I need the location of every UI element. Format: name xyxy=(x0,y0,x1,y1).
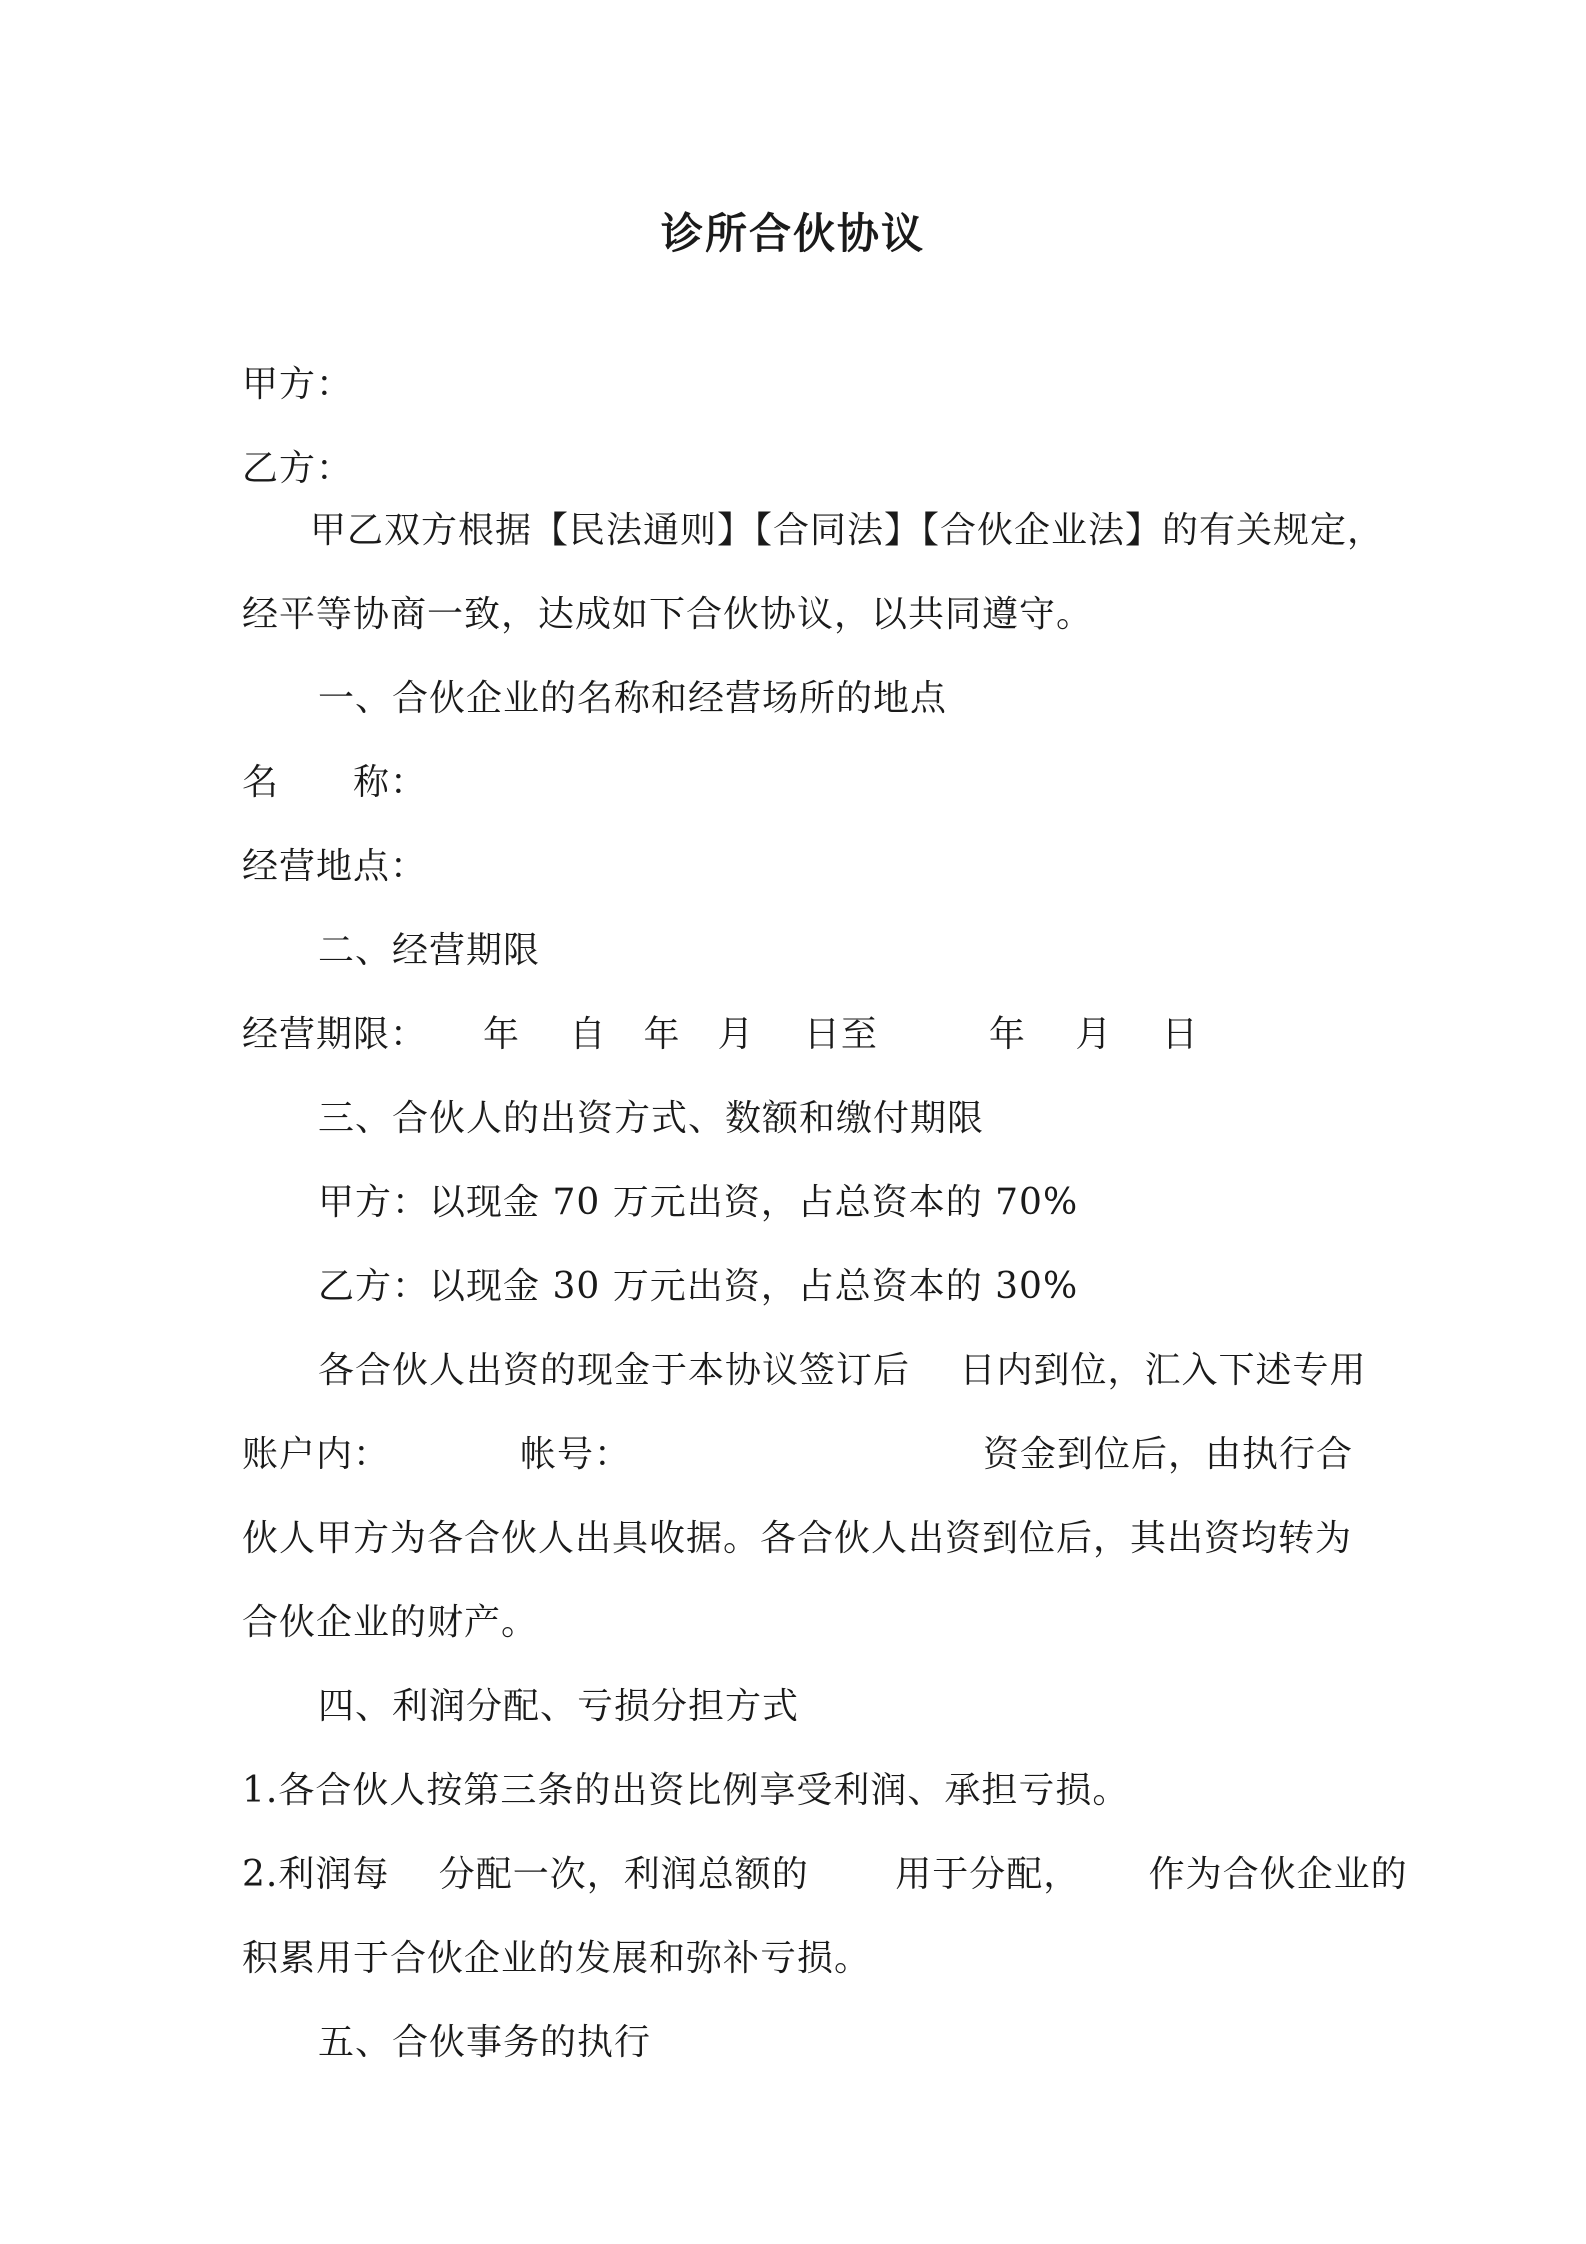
paragraph-line-4: 合伙企业的财产。 xyxy=(242,1602,539,1643)
intro-line-1: 甲乙双方根据【民法通则】【合同法】【合伙企业法】的有关规定， xyxy=(310,510,1385,551)
section-3-heading: 三、合伙人的出资方式、数额和缴付期限 xyxy=(318,1098,985,1139)
location-label: 经营地点： xyxy=(242,846,428,887)
section-4-heading: 四、利润分配、亏损分担方式 xyxy=(318,1686,800,1727)
document-title: 诊所合伙协议 xyxy=(660,209,925,258)
profit-item-2-line-2: 积累用于合伙企业的发展和弥补亏损。 xyxy=(242,1938,872,1979)
profit-item-2-line-1: 2.利润每 分配一次，利润总额的 用于分配， 作为合伙企业的 xyxy=(242,1854,1408,1895)
party-b-line: 乙方： xyxy=(242,448,354,489)
term-line: 经营期限： 年 自 年 月 日至 年 月 日 xyxy=(242,1014,1199,1055)
paragraph-line-2: 账户内： 帐号： 资金到位后，由执行合 xyxy=(242,1434,1354,1475)
name-label: 名 称： xyxy=(242,762,428,803)
section-1-heading: 一、合伙企业的名称和经营场所的地点 xyxy=(318,678,948,719)
section-5-heading: 五、合伙事务的执行 xyxy=(318,2022,652,2063)
contribution-party-b: 乙方：以现金 30 万元出资，占总资本的 30% xyxy=(318,1266,1079,1307)
profit-item-1: 1.各合伙人按第三条的出资比例享受利润、承担亏损。 xyxy=(242,1770,1130,1811)
paragraph-line-1: 各合伙人出资的现金于本协议签订后 日内到位，汇入下述专用 xyxy=(318,1350,1367,1391)
section-2-heading: 二、经营期限 xyxy=(318,930,541,971)
party-a-line: 甲方： xyxy=(242,364,354,405)
paragraph-line-3: 伙人甲方为各合伙人出具收据。各合伙人出资到位后，其出资均转为 xyxy=(242,1518,1353,1559)
intro-line-2: 经平等协商一致，达成如下合伙协议，以共同遵守。 xyxy=(242,594,1094,635)
contribution-party-a: 甲方：以现金 70 万元出资，占总资本的 70% xyxy=(318,1182,1079,1223)
